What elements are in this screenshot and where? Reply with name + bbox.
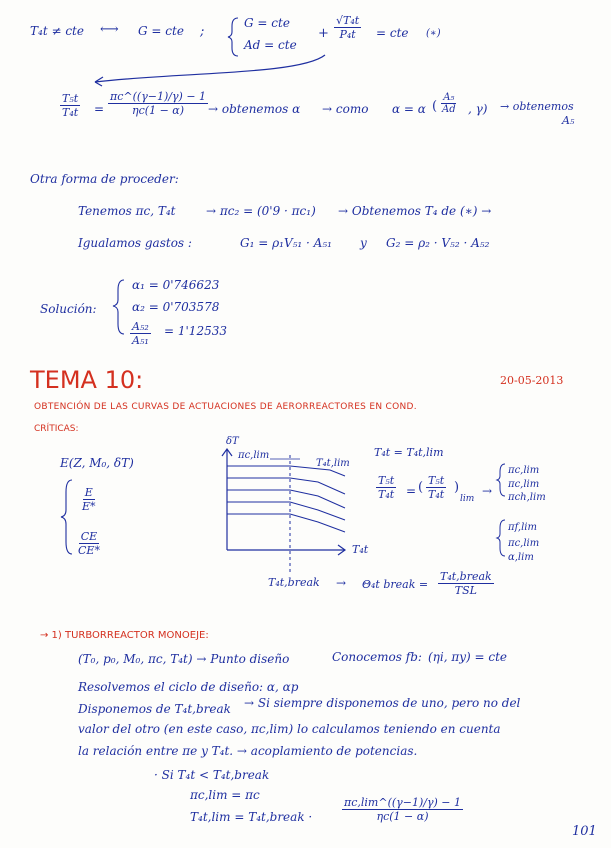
ref-star: (∗): [426, 28, 441, 39]
other-l2-c: y: [360, 236, 367, 250]
other-l1-a: Tenemos πc, T₄t: [78, 204, 176, 218]
solution-ratio-val: = 1'12533: [164, 324, 227, 338]
section1-header: → 1) TURBORREACTOR MONOEJE:: [40, 630, 209, 641]
theta-fraction: [438, 570, 494, 597]
brace-a2: πc,lim: [508, 479, 540, 490]
right-frac: [376, 474, 396, 501]
result-a5: A₅: [562, 114, 575, 127]
tema-subtitle-1: OBTENCIÓN DE LAS CURVAS DE ACTUACIONES DE AERORREACTORES EN COND.: [34, 402, 417, 412]
brace-a1: πc,lim: [508, 465, 540, 476]
right-open-paren: (: [418, 480, 424, 495]
section1-l3-b: → Si siempre disponemos de uno, pero no del: [244, 696, 521, 710]
double-arrow: ⟷: [100, 22, 119, 37]
theta-break: Θ₄t break =: [362, 578, 429, 591]
other-title: Otra forma de proceder:: [30, 172, 179, 186]
solution-ratio-den: A₅₁: [132, 334, 149, 347]
break-label: T₄t,break: [268, 576, 320, 589]
solution-x2: α₂ = 0'703578: [132, 300, 220, 314]
other-l2-a: Igualamos gastos :: [78, 236, 192, 250]
right-paren-num: T₅t: [428, 474, 445, 487]
t4t-not-cte: T₄t ≠ cte: [30, 24, 84, 38]
brace-solution: [113, 280, 124, 334]
e-frac: [80, 486, 98, 513]
ce-frac: [76, 530, 102, 557]
tema-subtitle-2: CRÍTICAS:: [34, 424, 79, 434]
section1-c1: · Si T₄t < T₄t,break: [154, 768, 270, 782]
curve-desc-3: [290, 490, 345, 508]
section1-c2: πc,lim = πc: [190, 788, 260, 802]
lhs-den: T₄t: [62, 106, 79, 119]
ce-frac-num: CE: [80, 530, 98, 543]
alpha-arg-num: A₅: [443, 92, 455, 103]
right-eq1: T₄t = T₄t,lim: [374, 446, 444, 459]
page-number: 101: [572, 824, 597, 839]
system-g: G = cte: [244, 16, 290, 30]
ratio-num: √T₄t: [336, 14, 360, 27]
step-obtenemos: → obtenemos: [500, 100, 574, 113]
e-function: E(Z, M₀, δT): [60, 456, 134, 470]
alpha-open-paren: (: [432, 99, 438, 114]
section1-l4: valor del otro (en este caso, πc,lim) lo calculamos teniendo en cuenta: [78, 722, 501, 736]
section1-c3-a: T₄t,lim = T₄t,break ·: [190, 810, 313, 824]
ratio-den: P₄t: [339, 28, 356, 41]
break-arrow: →: [336, 576, 347, 590]
region-label: πc,lim: [238, 450, 270, 461]
right-close-paren: ): [454, 480, 460, 495]
section1-c3-den: ηc(1 − α): [376, 810, 429, 823]
alpha-arg-fraction: [440, 92, 458, 115]
brace-b1: πf,lim: [508, 522, 537, 533]
system-ad: Ad = cte: [244, 38, 297, 52]
step-como: → como: [322, 102, 369, 116]
right-eq-mid: =: [406, 484, 417, 498]
rhs-fraction: [108, 90, 208, 117]
section1-l1-c: (ηi, πy) = cte: [428, 650, 508, 664]
theta-den: TSL: [454, 584, 477, 597]
section1-l1-a: (T₀, p₀, M₀, πc, T₄t) → Punto diseño: [78, 652, 290, 666]
right-paren-den: T₄t: [428, 488, 445, 501]
other-l2-d: G₂ = ρ₂ · V₅₂ · A₅₂: [386, 236, 490, 250]
e-frac-num: E: [84, 486, 93, 499]
lhs-fraction: [60, 92, 80, 119]
solution-ratio-fraction: [130, 320, 151, 347]
lhs-num: T₅t: [62, 92, 79, 105]
right-arrow: →: [482, 484, 493, 498]
rhs-num: πc^((γ−1)/γ) − 1: [110, 90, 207, 103]
brace-right-b: [497, 520, 505, 556]
brace-b3: α,lim: [508, 552, 534, 563]
other-l1-b: → πc₂ = (0'9 · πc₁): [206, 204, 316, 218]
section1-l3-a: Disponemos de T₄t,break: [78, 702, 231, 716]
right-paren-sub: lim: [460, 494, 475, 504]
brace-right-a: [497, 464, 505, 496]
other-l1-c: → Obtenemos T₄ de (∗) →: [338, 204, 492, 218]
section1-l1-b: Conocemos fb:: [332, 650, 422, 664]
plus: +: [318, 26, 329, 41]
right-frac-den: T₄t: [378, 488, 395, 501]
curve-label: T₄t,lim: [316, 458, 350, 469]
section1-c3-fraction: [342, 796, 463, 823]
brace-a3: πch,lim: [508, 492, 546, 503]
tema-date: 20-05-2013: [500, 374, 564, 387]
alpha-eq: α = α: [392, 102, 426, 116]
right-paren-frac: [426, 474, 446, 501]
eq-sign: =: [94, 102, 105, 116]
semicolon: ;: [200, 24, 205, 39]
x-axis-label: T₄t: [352, 543, 369, 556]
ratio-eq: = cte: [376, 26, 409, 40]
section1-l2: Resolvemos el ciclo de diseño: α, αp: [78, 680, 299, 694]
other-l2-b: G₁ = ρ₁V₅₁ · A₅₁: [240, 236, 332, 250]
alpha-arg-den: Ad: [442, 104, 456, 115]
brace-b2: πc,lim: [508, 538, 540, 549]
ce-frac-den: CE*: [78, 544, 100, 557]
brace-system-1: [228, 18, 238, 56]
section1-l5: la relación entre πe y T₄t. → acoplamiento de potencias.: [78, 744, 418, 758]
curved-arrow: [95, 55, 325, 82]
alpha-arg-rest: , γ): [468, 102, 488, 116]
rhs-den: ηc(1 − α): [132, 104, 185, 117]
brace-e-ce: [61, 480, 72, 554]
step-obtain-alpha: → obtenemos α: [208, 102, 301, 116]
right-frac-num: T₅t: [378, 474, 395, 487]
y-axis-label: δT: [226, 436, 239, 447]
tema-title: TEMA 10:: [30, 366, 144, 394]
section1-c3-num: πc,lim^((γ−1)/γ) − 1: [344, 796, 462, 809]
g-cte: G = cte: [138, 24, 184, 38]
solution-label: Solución:: [40, 302, 97, 316]
solution-ratio-num: A₅₂: [132, 320, 149, 333]
ratio-fraction: [334, 14, 361, 41]
theta-num: T₄t,break: [440, 570, 492, 583]
solution-x1: α₁ = 0'746623: [132, 278, 220, 292]
e-frac-den: E*: [82, 500, 96, 513]
